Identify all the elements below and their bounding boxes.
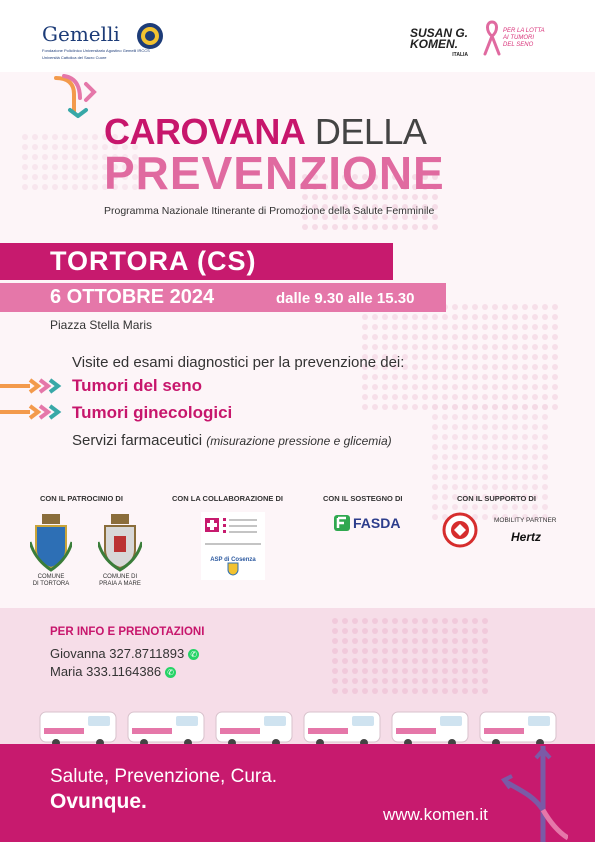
supporto-heading: CON IL SUPPORTO DI — [457, 494, 536, 503]
fasda-label: FASDA — [353, 515, 401, 531]
location-band — [0, 243, 393, 280]
arrow-chevrons-icon — [0, 404, 66, 420]
footer-ovunque: Ovunque. — [50, 790, 147, 813]
services-intro: Visite ed esami diagnostici per la prevenzione dei: — [72, 354, 405, 371]
crest-icon — [30, 512, 72, 572]
gemelli-subtitle-2: Università Cattolica del Sacro Cuore — [42, 55, 107, 60]
asp-cosenza-logo — [201, 512, 265, 580]
sostegno-heading: CON IL SOSTEGNO DI — [323, 494, 403, 503]
service-item-seno: Tumori del seno — [72, 376, 203, 395]
crest-icon — [98, 512, 142, 572]
decorative-crossroads-icon — [498, 746, 568, 842]
asp-label: ASP di Cosenza — [210, 557, 256, 563]
arrow-chevrons-icon — [0, 378, 66, 394]
comune-praia-label — [92, 574, 148, 588]
ribbon-icon — [483, 20, 501, 56]
dotted-pattern-background — [330, 616, 490, 696]
bus-icon — [480, 712, 556, 747]
fasda-symbol-icon — [333, 514, 351, 532]
komen-tag-1: PER LA LOTTA — [503, 28, 545, 34]
regione-calabria-icon — [227, 562, 239, 576]
komen-wordmark — [410, 28, 468, 61]
komen-line-1: SUSAN G. — [410, 26, 469, 40]
contact-giovanna[interactable] — [50, 646, 199, 661]
title-word-carovana: CAROVANA — [104, 111, 306, 152]
gemelli-subtitle-1: Fondazione Policlinico Universitario Agostino Gemelli IRCCS — [42, 48, 150, 53]
info-title: PER INFO E PRENOTAZIONI — [50, 626, 205, 638]
hertz-logo: Hertz — [511, 530, 542, 544]
contact-maria-text: Maria 333.1164386 — [50, 664, 162, 679]
title-line-1 — [104, 112, 426, 152]
comune-2-line-a: COMUNE DI — [102, 574, 138, 580]
komen-tag-2: AI TUMORI — [503, 35, 534, 41]
service-item-ginecologici: Tumori ginecologici — [72, 403, 233, 422]
komen-tagline — [503, 28, 545, 49]
date-band — [0, 283, 446, 312]
title-word-della: DELLA — [305, 111, 427, 152]
bus-icon — [216, 712, 292, 747]
contact-giovanna-text: Giovanna 327.8711893 — [50, 646, 185, 661]
pharma-note: (misurazione pressione e glicemia) — [206, 434, 392, 448]
subtitle: Programma Nazionale Itinerante di Promozione della Salute Femminile — [104, 205, 435, 217]
komen-tag-3: DEL SENO — [503, 42, 534, 48]
event-hours: dalle 9.30 alle 15.30 — [276, 290, 415, 307]
bus-icon — [128, 712, 204, 747]
event-place: Piazza Stella Maris — [50, 318, 153, 332]
gemelli-seal-icon — [136, 22, 164, 50]
comune-tortora-label — [24, 574, 78, 588]
supporto-logo-icon — [442, 512, 478, 548]
whatsapp-icon: ✆ — [165, 667, 176, 678]
comune-1-line-b: DI TORTORA — [32, 581, 70, 587]
decorative-curve-icon — [52, 74, 102, 120]
footer-slogan: Salute, Prevenzione, Cura. — [50, 766, 278, 787]
fasda-logo — [333, 514, 401, 534]
mobility-partner-label: MOBILITY PARTNER — [494, 517, 557, 524]
komen-line-2: KOMEN. — [410, 37, 458, 51]
comune-2-line-b: PRAIA A MARE — [99, 581, 141, 587]
patrocinio-heading: CON IL PATROCINIO DI — [40, 494, 123, 503]
contact-maria[interactable] — [50, 664, 176, 679]
event-location: TORTORA (CS) — [50, 246, 257, 276]
pharma-label: Servizi farmaceutici — [72, 432, 203, 449]
bus-icon — [392, 712, 468, 747]
pharma-services — [72, 432, 392, 449]
collaborazione-heading: CON LA COLLABORAZIONE DI — [172, 494, 283, 503]
asp-symbol-icon — [201, 512, 265, 552]
whatsapp-icon: ✆ — [188, 649, 199, 660]
bus-icon — [40, 712, 116, 747]
title-line-2: PREVENZIONE — [104, 147, 445, 199]
gemelli-name: Gemelli — [42, 22, 120, 46]
event-date: 6 OTTOBRE 2024 — [50, 286, 215, 308]
bus-icon — [304, 712, 380, 747]
komen-line-3: ITALIA — [452, 52, 469, 58]
komen-logo — [410, 20, 570, 60]
website-link[interactable]: www.komen.it — [383, 805, 488, 824]
comune-1-line-a: COMUNE — [37, 574, 65, 580]
